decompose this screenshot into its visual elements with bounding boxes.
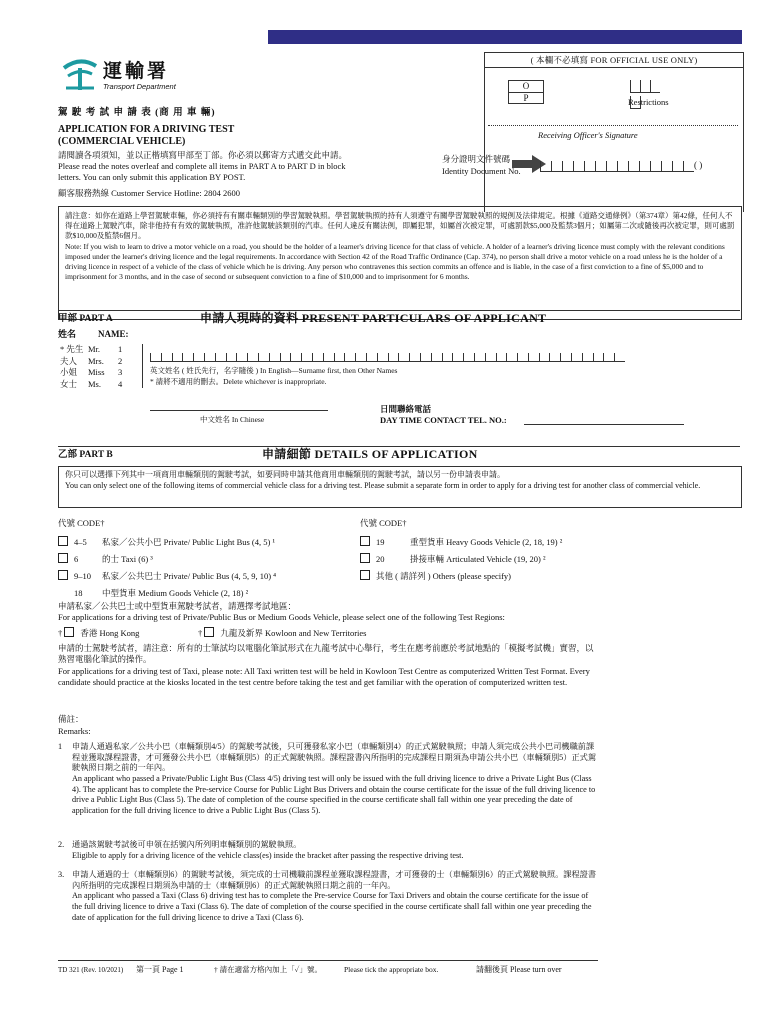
tick-instruction-zh: † 請在適當方格內加上「✓」號。: [214, 965, 322, 974]
identity-doc-label-zh: 身分證明文件號碼: [442, 154, 511, 164]
region-note-en: For applications for a driving test of Private/Public Bus or Medium Goods Vehicle, please select one of the following Test Regions:: [58, 612, 505, 622]
checkbox-placeholder: [58, 587, 68, 597]
restrictions-boxes[interactable]: [630, 80, 670, 94]
checkbox[interactable]: [64, 627, 74, 637]
region-option-kln[interactable]: † 九龍及新界 Kowloon and New Territories: [198, 628, 367, 638]
code-list-left: [58, 534, 276, 602]
region-note-zh: 申請私家／公共巴士或中型貨車駕駛考試者，請選擇考試地區：: [58, 601, 297, 611]
part-b-intro-zh: 你只可以選擇下列其中一項商用車輛類別的駕駛考試，如要同時申請其他商用車輛類別的駕駛考試，請以另一份申請表申請。: [65, 470, 505, 479]
header-bar: [268, 30, 742, 44]
tick-instruction-en: Please tick the appropriate box.: [344, 965, 439, 974]
code-option-medium-goods[interactable]: 18 中型貨車 Medium Goods Vehicle (2, 18) ²: [58, 585, 276, 602]
code-option-heavy-goods[interactable]: 19 重型貨車 Heavy Goods Vehicle (2, 18, 19) ²: [360, 534, 562, 551]
instructions-en-2: letters. You can only submit this application BY POST.: [58, 172, 246, 182]
remark-1: 1 申請人通過私家／公共小巴（車輛類別4/5）的駕駛考試後，只可獲發私家小巴（車輛類別4）的正式駕駛執照；申請人須完成公共小巴司機職前課程並獲取課程證書，才可獲發公共小巴（車輛類別5）的正式駕駛執照。課程證書內所指明的完成課程日期須為申請公共小巴（車輛類別5）正式駕駛執照日期之前的一年內。 An applicant who passed a Private/Public Light Bus (Class 4/5) driving test will only be issued with the full driving licence to drive a Private Light Bus (Class 4). The applicant has to complete the Pre-service Course for Public Light Bus Drivers and obtain the course certificate for the issue of the full driving licence to drive a Public Light Bus (Class 5). The date of completion of the course specified in the course certificate shall fall within one year preceding the date of application for the full driving licence to drive a Public Light Bus (Class 5).: [58, 742, 597, 815]
code-option-light-bus[interactable]: 4–5 私家／公共小巴 Private/ Public Light Bus (4, 5) ¹: [58, 534, 276, 551]
code-option-articulated[interactable]: 20 掛接車輛 Articulated Vehicle (19, 20) ²: [360, 551, 562, 568]
name-label-zh: 姓名: [58, 329, 77, 339]
notice-box: [58, 206, 742, 320]
title-option-mr[interactable]: * 先生 Mr. 1: [60, 344, 123, 354]
code-option-bus[interactable]: 9–10 私家／公共巴士 Private/ Public Bus (4, 5, 9, 10) ⁴: [58, 568, 276, 585]
chinese-name-label: 中文姓名 In Chinese: [200, 415, 265, 424]
instructions-en-1: Please read the notes overleaf and complete all items in PART A to PART D in block: [58, 161, 346, 171]
turn-over: 請翻後頁 Please turn over: [476, 965, 562, 974]
title-option-miss[interactable]: 小姐 Miss 3: [60, 367, 123, 377]
checkbox[interactable]: [204, 627, 214, 637]
notice-zh: 請注意：如你在道路上學習駕駛車輛，你必須持有有關車輛類別的學習駕駛執照。學習駕駛執照的持有人須遵守有關學習駕駛執照的規例及法律規定。根據《道路交通條例》（第374章）第42條，任何人不得在道路上駕駛汽車，除非他持有有效的駕駛執照，准許他駕駛該類別的汽車。任何人違反有關法例，即屬犯罪，如屬首次被定罪，可處罰款$5,000及監禁3個月；如屬第二次或隨後再次被定罪，則可處罰款$10,000及監禁6個月。: [65, 211, 735, 240]
english-name-hint: 英文姓名 ( 姓氏先行，名字隨後 ) In English—Surname first, then Other Names: [150, 366, 398, 375]
official-use-header-box: [484, 52, 744, 68]
checkbox[interactable]: [360, 553, 370, 563]
remarks-label-en: Remarks:: [58, 726, 91, 736]
form-title-zh: 駕 駛 考 試 申 請 表 (商 用 車 輛): [58, 108, 216, 118]
checkbox[interactable]: [360, 536, 370, 546]
logo-subtitle: Transport Department: [103, 82, 176, 91]
identity-doc-input[interactable]: [540, 161, 694, 175]
footer-divider: [58, 960, 598, 961]
identity-check-digit[interactable]: ( ): [694, 160, 703, 170]
code-header-left: 代號 CODE†: [58, 518, 105, 528]
receiving-officer-label: Receiving Officer's Signature: [538, 130, 638, 140]
name-label-en: NAME:: [98, 329, 129, 339]
identity-doc-label-en: Identity Document No.: [442, 166, 521, 176]
remark-2: 2. 通過該駕駛考試後可申領在括號內所列明車輛類別的駕駛執照。 Eligible to apply for a driving licence of the vehicle class(es) inside the bracket after passing the respective driving test.: [58, 840, 464, 860]
remarks-label-zh: 備註：: [58, 714, 84, 724]
taxi-note-en: For applications for a driving test of Taxi, please note: All Taxi written test will be held in Kowloon Test Centre as computerized Written Test Format. Every candidate should practice at the kiosks located in the test centre before taking the test and get familiar with the operation of computerized written test.: [58, 666, 590, 688]
part-b-label: 乙部 PART B: [58, 450, 113, 460]
op-box: [508, 80, 544, 104]
op-o: O: [509, 81, 543, 93]
chinese-name-input[interactable]: [150, 410, 328, 411]
restrictions-label: Restrictions: [628, 97, 669, 107]
form-number: TD 321 (Rev. 10/2021): [58, 966, 124, 974]
remark-3: 3. 申請人通過的士（車輛類別6）的駕駛考試後，須完成的士司機職前課程並獲取課程證書，才可獲發的士（車輛類別6）的正式駕駛執照。課程證書內所指明的完成課程日期須為申請的士（車輛類別6）的正式駕駛執照日期之前的一年內。 An applicant who passed a Taxi (Class 6) driving test has to complete the Pre-service Course for Taxi Drivers and obtain the course certificate for the issue of the full driving licence to drive a Taxi (Class 6). The date of completion of the course specified in the course certificate shall fall within one year preceding the date of application for the full driving licence to drive a Taxi (Class 6).: [58, 870, 597, 922]
title-option-ms[interactable]: 女士 Ms. 4: [60, 378, 123, 389]
customer-hotline: 顧客服務熱線 Customer Service Hotline: 2804 2600: [58, 188, 241, 198]
checkbox[interactable]: [58, 553, 68, 563]
checkbox[interactable]: [58, 570, 68, 580]
part-a-label: 甲部 PART A: [58, 314, 113, 324]
part-b-intro-en: You can only select one of the following items of commercial vehicle class for a driving test. Please submit a separate form in order to apply for a driving test for another class of commercial vehicle.: [65, 481, 701, 490]
english-name-input[interactable]: [150, 353, 628, 363]
phone-label-en: DAY TIME CONTACT TEL. NO.:: [380, 415, 507, 425]
delete-hint: * 請將不適用的刪去。Delete whichever is inappropriate.: [150, 377, 327, 386]
op-p: P: [523, 93, 529, 103]
code-list-right: [360, 534, 562, 585]
logo-name: 運輸署: [103, 61, 170, 82]
region-option-hk[interactable]: † 香港 Hong Kong: [58, 628, 140, 638]
form-title-en-sub: (COMMERCIAL VEHICLE): [58, 136, 186, 147]
part-b-intro-box: [58, 466, 742, 508]
title-option-mrs[interactable]: 夫人 Mrs. 2: [60, 355, 123, 366]
part-b-title: 申請細節 DETAILS OF APPLICATION: [262, 447, 478, 461]
phone-label-zh: 日間聯絡電話: [380, 404, 432, 414]
instructions-zh: 請閱讀各項須知，並以正楷填寫甲部至丁部。你必須以郵寄方式遞交此申請。: [58, 150, 348, 160]
code-option-others[interactable]: 其他 ( 請詳列 ) Others (please specify): [360, 568, 562, 585]
taxi-note-zh: 申請的士駕駛考試者，請注意：所有的士筆試均以電腦化筆試形式在九龍考試中心舉行，考生在應考前應於考試地點的「模擬考試機」實習，以熟習電腦化筆試的操作。: [58, 643, 594, 665]
checkbox[interactable]: [360, 570, 370, 580]
checkbox[interactable]: [58, 536, 68, 546]
part-a-title: 申請人現時的資料 PRESENT PARTICULARS OF APPLICANT: [200, 311, 547, 325]
officer-signature-line: [488, 125, 738, 126]
page-number: 第一頁 Page 1: [136, 965, 184, 974]
code-option-taxi[interactable]: 6 的士 Taxi (6) ³: [58, 551, 276, 568]
title-options: [60, 344, 122, 390]
code-header-right: 代號 CODE†: [360, 518, 407, 528]
notice-en: Note: If you wish to learn to drive a motor vehicle on a road, you should be the holder of a learner's driving licence for that class of vehicle. A holder of a learner's driving licence must comply with the relevant conditions imposed under the learner's driving licence and the legal requirements. In accordance with Section 42 of the Road Traffic Ordinance (Cap. 374), no person shall drive a motor vehicle on a road unless he is the holder of a driving licence in respect of a vehicle of the class of vehicle which he is driving. Any person who contravenes this section commits an offence and is liable, in the case of a first conviction to a fine of $5,000 and to imprisonment for 3 months, and in the case of second or subsequent conviction to a fine of $10,000 and to imprisonment for 6 months.: [65, 242, 725, 281]
phone-input[interactable]: [524, 424, 684, 425]
title-divider: [142, 344, 143, 388]
official-use-heading: ( 本欄不必填寫 FOR OFFICIAL USE ONLY): [530, 55, 698, 65]
transport-department-logo-icon: [60, 54, 100, 94]
form-title-en: APPLICATION FOR A DRIVING TEST: [58, 124, 235, 135]
